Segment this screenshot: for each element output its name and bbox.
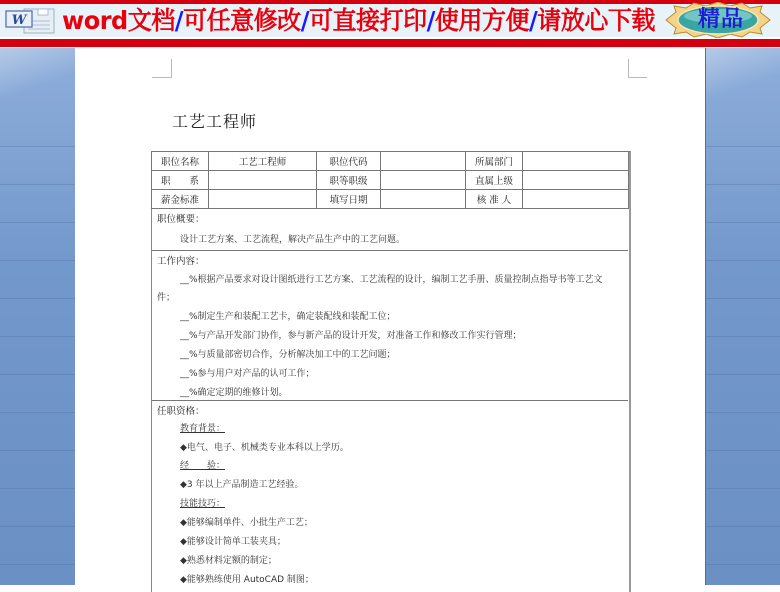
crop-mark-top-left xyxy=(152,59,172,78)
summary-section xyxy=(152,208,628,251)
summary-heading: 职位概要： xyxy=(157,214,205,225)
table-cell xyxy=(381,171,466,190)
banner-separator: / xyxy=(174,6,184,35)
duty-item: __%确定定期的维修计划。 xyxy=(180,388,288,398)
experience-item: ◆3 年以上产品制造工艺经验。 xyxy=(180,480,304,490)
banner-segment: 可任意修改 xyxy=(183,6,301,35)
duties-section xyxy=(152,250,628,401)
banner-separator: / xyxy=(300,6,310,35)
banner-separator: / xyxy=(529,6,538,35)
table-cell: 核 准 人 xyxy=(466,190,523,209)
table-cell: 工艺工程师 xyxy=(209,152,317,171)
crop-mark-top-right xyxy=(628,59,647,78)
table-cell: 所属部门 xyxy=(466,152,523,171)
svg-text:W: W xyxy=(11,13,27,28)
duties-heading: 工作内容： xyxy=(157,256,205,267)
education-label: 教育背景： xyxy=(180,424,226,434)
table-cell: 职 系 xyxy=(152,171,209,190)
experience-label: 经 验： xyxy=(180,461,226,471)
table-cell: 薪金标准 xyxy=(152,190,209,209)
banner-segment: 使用方便 xyxy=(434,6,530,35)
qualifications-heading: 任职资格： xyxy=(157,406,205,417)
banner-segment: 可直接打印 xyxy=(309,6,427,35)
duty-item: __%根据产品要求对设计图纸进行工艺方案、工艺流程的设计，编制工艺手册、质量控制点指导书等工艺文 xyxy=(180,275,603,285)
banner-segment: word文档 xyxy=(62,6,175,35)
table-cell: 职位代码 xyxy=(317,152,381,171)
summary-text: 设计工艺方案、工艺流程，解决产品生产中的工艺问题。 xyxy=(180,235,406,245)
skill-item: ◆能够编制单件、小批生产工艺； xyxy=(180,518,313,528)
table-cell xyxy=(209,171,317,190)
job-info-table xyxy=(151,151,629,209)
table-cell xyxy=(523,190,629,209)
document-page xyxy=(75,48,705,585)
duty-item: __%与质量部密切合作，分析解决加工中的工艺问题； xyxy=(180,350,396,360)
table-row xyxy=(152,190,629,209)
table-cell xyxy=(523,152,629,171)
table-cell: 职位名称 xyxy=(152,152,209,171)
word-document-icon xyxy=(4,5,56,35)
table-cell xyxy=(209,190,317,209)
table-cell xyxy=(523,171,629,190)
skill-item: ◆熟悉材料定额的制定； xyxy=(180,556,277,566)
table-cell xyxy=(381,190,466,209)
left-side-panel xyxy=(0,48,75,585)
duty-item: __%与产品开发部门协作，参与新产品的设计开发，对准备工作和修改工作实行管理； xyxy=(180,331,522,341)
duty-item: __%参与用户对产品的认可工作； xyxy=(180,369,315,379)
skill-item: ◆能够设计简单工装夹具； xyxy=(180,537,286,547)
banner-bottom-stripe xyxy=(0,39,780,47)
skill-item: ◆能够熟练使用 AutoCAD 制图； xyxy=(180,575,314,585)
table-cell: 填写日期 xyxy=(317,190,381,209)
banner-segment: 请放心下载 xyxy=(537,6,655,35)
skills-label: 技能技巧： xyxy=(180,499,226,509)
duty-item: __%制定生产和装配工艺卡，确定装配线和装配工位； xyxy=(180,312,396,322)
right-side-panel xyxy=(705,48,780,585)
banner-separator: / xyxy=(426,6,435,35)
table-cell xyxy=(381,152,466,171)
premium-badge-label: 精品 xyxy=(697,7,744,32)
education-item: ◆电气、电子、机械类专业本科以上学历。 xyxy=(180,443,349,453)
duty-item-continuation: 件； xyxy=(157,293,176,303)
table-cell: 直属上级 xyxy=(466,171,523,190)
table-row xyxy=(152,171,629,190)
table-row xyxy=(152,152,629,171)
qualifications-section xyxy=(152,400,628,586)
banner-title xyxy=(62,3,655,39)
document-title: 工艺工程师 xyxy=(172,112,258,131)
table-cell: 职等职级 xyxy=(317,171,381,190)
promo-banner xyxy=(0,0,780,48)
